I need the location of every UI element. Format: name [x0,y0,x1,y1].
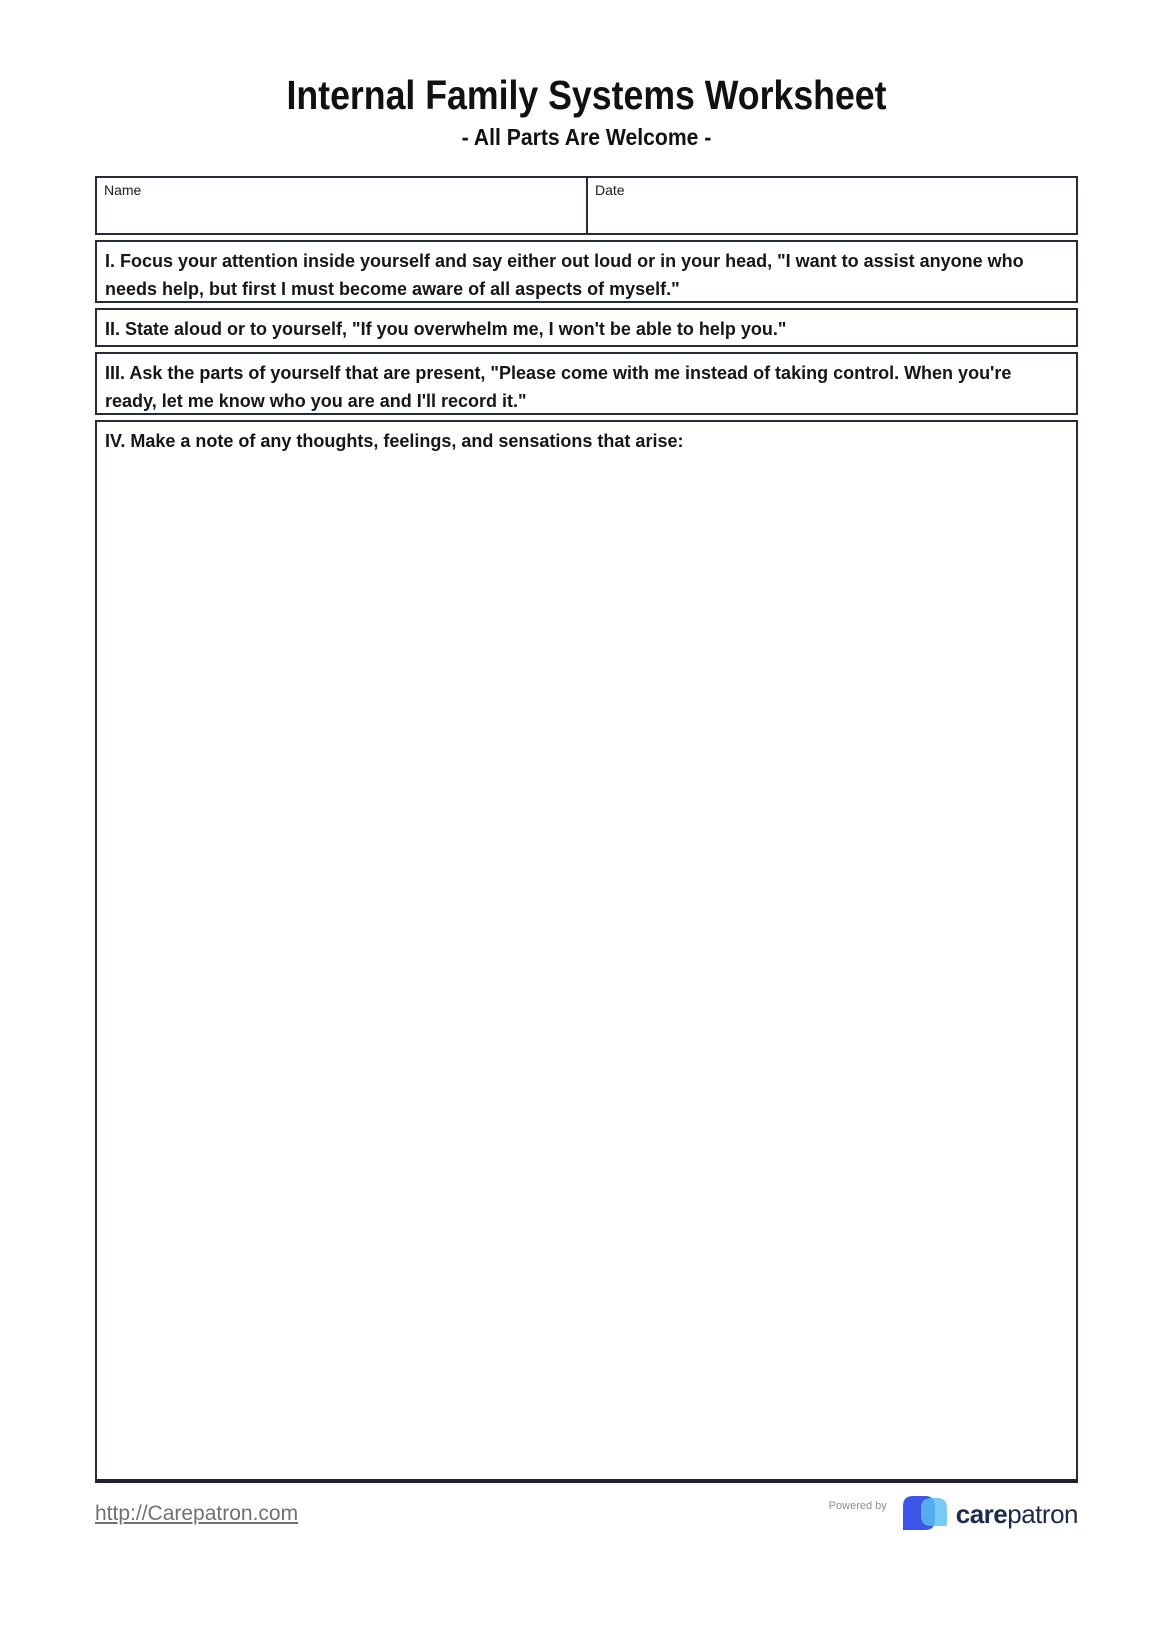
carepatron-wordmark [956,1499,1078,1530]
section-1-instruction [95,240,1078,303]
page-title: Internal Family Systems Worksheet [286,72,887,118]
section-3-instruction [95,352,1078,415]
powered-by-label: Powered by [828,1500,887,1512]
section-2-instruction [95,308,1078,347]
brand-bold-part: care [955,1499,1008,1529]
section-3-text: III. Ask the parts of yourself that are present, "Please come with me instead of taking control. When you're ready, let me know who you are and I'll record it." [105,363,1012,411]
section-4-text: IV. Make a note of any thoughts, feelings, and sensations that arise: [105,431,684,451]
date-field[interactable] [588,178,1076,233]
date-label: Date [595,182,625,198]
name-label: Name [104,182,142,198]
section-2-text: II. State aloud or to yourself, "If you overwhelm me, I won't be able to help you." [105,319,787,339]
page-subtitle: - All Parts Are Welcome - [461,124,712,150]
section-1-text: I. Focus your attention inside yourself and say either out loud or in your head, "I want to assist anyone who needs help, but first I must become aware of all aspects of myself." [105,251,1024,299]
carepatron-link[interactable]: http://Carepatron.com [95,1502,299,1525]
page-content [95,0,1078,1630]
section-4-notes-area[interactable] [95,420,1078,1483]
name-field[interactable] [97,178,588,233]
brand-regular-part: patron [1007,1499,1078,1529]
carepatron-logo-icon [901,1492,951,1534]
name-date-table [95,176,1078,235]
powered-by-group [829,1492,1078,1534]
